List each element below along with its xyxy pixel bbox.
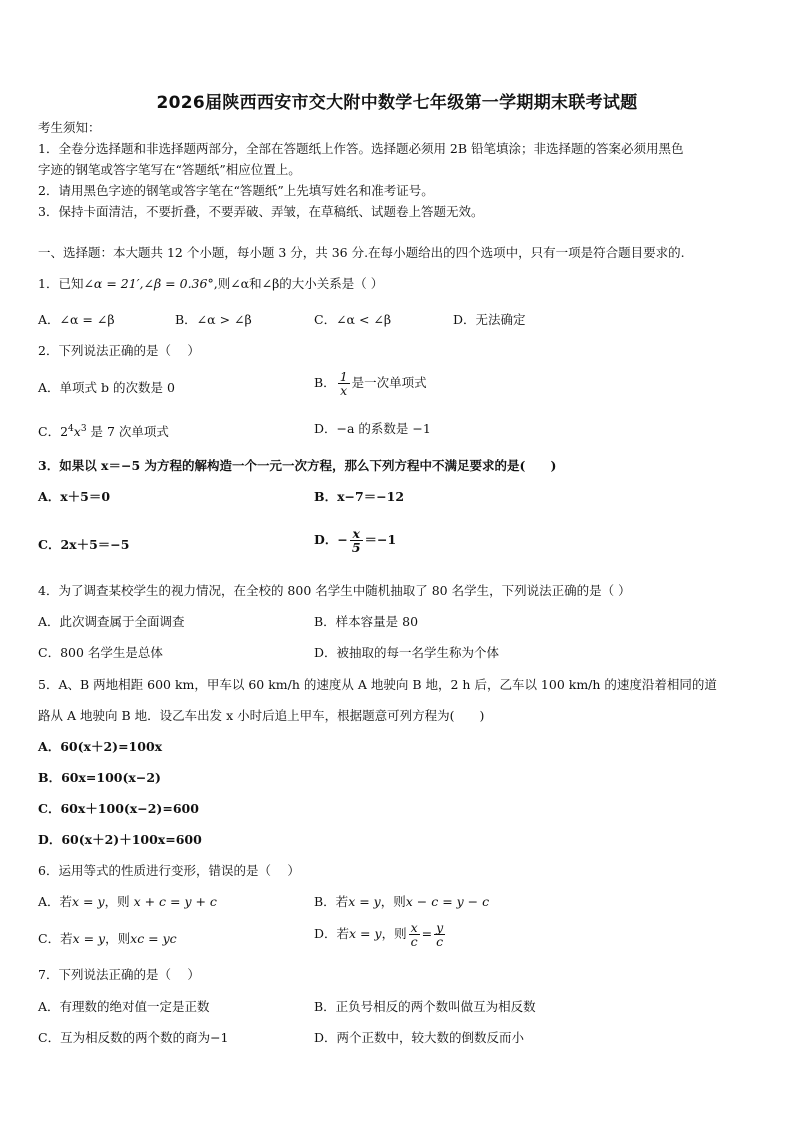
q1-prefix: 1．已知 (38, 276, 84, 291)
notice-item-2: 2．请用黑色字迹的钢笔或答字笔在“答题纸”上先填写姓名和准考证号。 (38, 183, 434, 198)
q5-option-c: C．60x＋100(x−2)=600 (38, 801, 199, 816)
q7-option-c: C．互为相反数的两个数的商为−1 (38, 1030, 229, 1045)
q6-a-mid: ，则 (104, 894, 134, 909)
q1-option-b: B．∠α > ∠β (175, 312, 252, 327)
q6-d-numerator-right: y (436, 920, 444, 935)
q3-d-fraction (350, 527, 363, 554)
question-1-stem (38, 275, 383, 293)
q6-a-prefix: A．若 (38, 894, 73, 909)
question-2-stem: 2．下列说法正确的是（ ） (38, 343, 200, 358)
q6-a-cond: x = y (72, 894, 105, 909)
q6-c-prefix: C．若 (38, 931, 73, 946)
q2-b-suffix: 是一次单项式 (351, 375, 427, 390)
q4-option-b: B．样本容量是 80 (314, 614, 419, 629)
q6-c-cond: x = y (72, 931, 106, 946)
q6-b-prefix: B．若 (314, 894, 349, 909)
q6-b-result: x − c = y − c (405, 894, 490, 909)
q4-option-a: A．此次调查属于全面调查 (38, 614, 185, 629)
q5-option-b: B．60x=100(x−2) (38, 770, 161, 785)
q6-c-mid: ，则 (105, 931, 131, 946)
question-6-stem: 6．运用等式的性质进行变形，错误的是（ ） (38, 863, 300, 878)
question-5-stem-cont: 路从 A 地驶向 B 地．设乙车出发 x 小时后追上甲车，根据题意可列方程为( ) (38, 708, 485, 723)
q6-d-prefix: D．若 (314, 926, 350, 941)
section-heading: 一、选择题：本大题共 12 个小题，每小题 3 分，共 36 分.在每小题给出的四个选项中，只有一项是符合题目要求的. (38, 245, 685, 260)
q6-d-fraction-left (409, 921, 420, 948)
q6-b-mid: ，则 (380, 894, 406, 909)
q2-option-d: D．−a 的系数是 −1 (314, 421, 431, 436)
q3-d-prefix: D．− (314, 532, 348, 547)
q6-option-c (38, 930, 177, 948)
notice-item-1-cont: 字迹的钢笔或答字笔写在“答题纸”相应位置上。 (38, 162, 301, 177)
q6-option-a (38, 893, 217, 911)
q2-option-c (38, 420, 169, 441)
q1-math: ∠α = 21′,∠β = 0.36° (83, 276, 214, 291)
q2-c-suffix: 是 7 次单项式 (86, 424, 169, 440)
q6-d-denominator-right: c (436, 934, 444, 949)
q6-d-numerator-left: x (410, 920, 418, 935)
q6-option-d (314, 921, 447, 948)
question-7-stem: 7．下列说法正确的是（ ） (38, 967, 200, 982)
page-title: 2026届陕西西安市交大附中数学七年级第一学期期末联考试题 (156, 93, 638, 113)
q4-option-d: D．被抽取的每一名学生称为个体 (314, 645, 500, 660)
q2-c-exp2: 3 (80, 424, 87, 434)
question-3-stem: 3．如果以 x＝−5 为方程的解构造一个一元一次方程，那么下列方程中不满足要求的是( ) (38, 458, 557, 473)
q1-suffix: ,则∠α和∠β的大小关系是（ ） (213, 276, 384, 291)
q2-c-prefix: C．2 (38, 424, 69, 440)
q6-d-denominator-left: c (410, 934, 418, 949)
q3-option-d (314, 527, 396, 554)
q2-b-numerator: 1 (339, 369, 348, 384)
q2-c-var: x (73, 424, 81, 440)
q6-d-equals: = (421, 926, 433, 941)
q1-option-d: D．无法确定 (453, 312, 526, 327)
q7-option-a: A．有理数的绝对值一定是正数 (38, 999, 210, 1014)
q3-option-b: B．x−7＝−12 (314, 489, 405, 504)
q3-d-numerator: x (350, 527, 363, 541)
q3-d-suffix: ＝−1 (364, 532, 397, 547)
q2-b-prefix: B． (314, 375, 336, 390)
q3-option-c: C．2x＋5＝−5 (38, 537, 130, 552)
q7-option-d: D．两个正数中，较大数的倒数反而小 (314, 1030, 525, 1045)
q1-option-a: A．∠α = ∠β (38, 312, 115, 327)
q3-option-a: A．x＋5＝0 (38, 489, 111, 504)
notice-item-1: 1．全卷分选择题和非选择题两部分，全部在答题纸上作答。选择题必须用 2B 铅笔填涂；非选择题的答案必须用黑色 (38, 141, 684, 156)
q2-c-exp1: 4 (68, 424, 74, 434)
q2-option-a: A．单项式 b 的次数是 0 (38, 380, 175, 395)
q4-option-c: C．800 名学生是总体 (38, 645, 163, 660)
q6-a-result: x + c = y + c (133, 894, 217, 909)
question-5-stem: 5．A、B 两地相距 600 km，甲车以 60 km/h 的速度从 A 地驶向 B 地，2 h 后，乙车以 100 km/h 的速度沿着相同的道 (38, 677, 717, 692)
question-4-stem: 4．为了调查某校学生的视力情况，在全校的 800 名学生中随机抽取了 80 名学生，下列说法正确的是（ ） (38, 583, 631, 598)
q7-option-b: B．正负号相反的两个数叫做互为相反数 (314, 999, 536, 1014)
q6-option-b (314, 893, 489, 911)
q1-option-c: C．∠α < ∠β (314, 312, 392, 327)
q3-d-denominator: 5 (351, 540, 361, 555)
q6-c-result: xc = yc (130, 931, 177, 946)
q6-b-cond: x = y (348, 894, 381, 909)
notice-heading: 考生须知： (38, 120, 101, 135)
q5-option-d: D．60(x＋2)＋100x=600 (38, 832, 202, 847)
q2-b-fraction (338, 370, 350, 397)
q6-d-mid: ，则 (381, 926, 407, 941)
q2-b-denominator: x (340, 383, 348, 398)
q2-option-b (314, 370, 427, 397)
q6-d-cond: x = y (349, 926, 382, 941)
q6-d-fraction-right (434, 921, 445, 948)
notice-item-3: 3．保持卡面清洁，不要折叠，不要弄破、弄皱，在草稿纸、试题卷上答题无效。 (38, 204, 484, 219)
q5-option-a: A．60(x＋2)=100x (38, 739, 163, 754)
